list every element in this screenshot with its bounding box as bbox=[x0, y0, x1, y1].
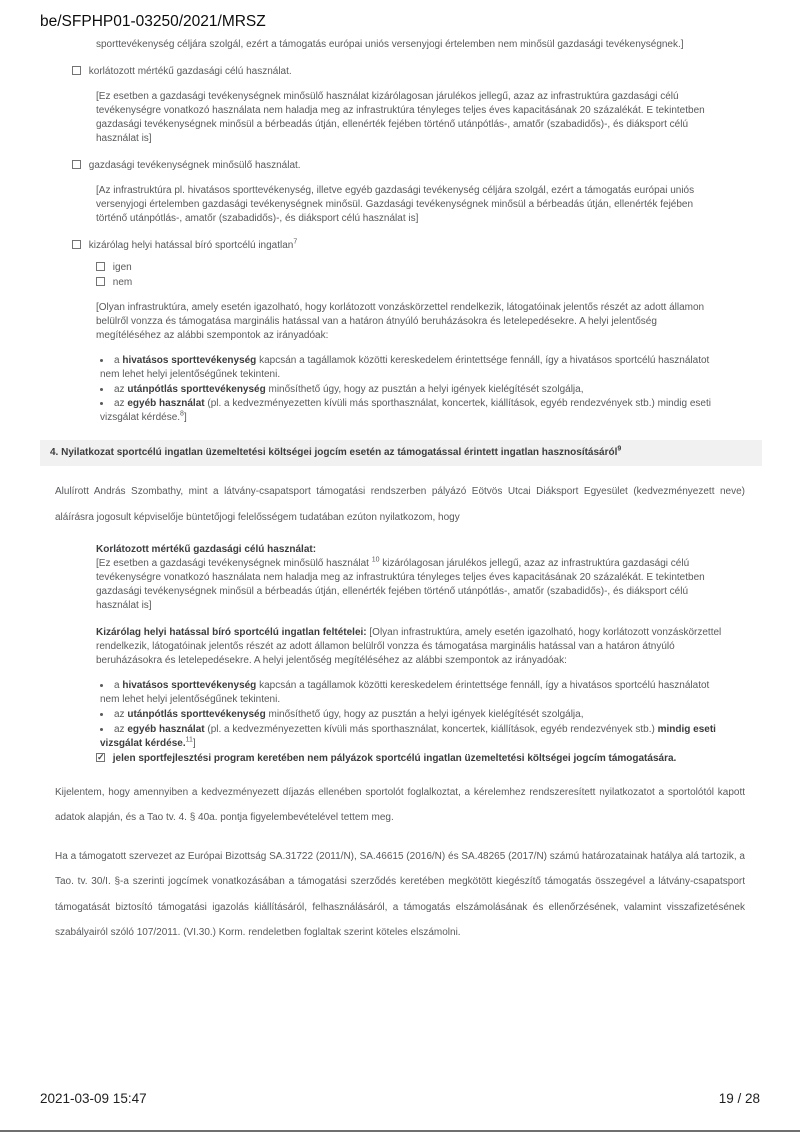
kijelentem-paragraph: Kijelentem, hogy amennyiben a kedvezményezett díjazás ellenében sportolót foglalkoztat, a kérelemhez rendszeresített nyilatkozatot a sportolótól kapott adatok alapján, és a Tao tv. 4. § 40a. pontja figyelembevételével tettem meg. bbox=[55, 786, 745, 824]
checkbox-row-limited-economic-use bbox=[72, 65, 724, 78]
footnote-ref-11: 11 bbox=[185, 736, 193, 744]
page-footer bbox=[40, 1091, 760, 1106]
list-item: • a hivatásos sporttevékenység kapcsán a tagállamok közötti kereskedelem érintettsége fennáll, így a hivatásos sportcélú használatot nem lehet helyi jelentőségűnek tekinteni. bbox=[100, 354, 730, 382]
list-item: • az utánpótlás sporttevékenység minősíthető úgy, hogy az pusztán a helyi igények kielégítését szolgálja, bbox=[100, 708, 730, 722]
local-impact-conditions-block bbox=[96, 626, 730, 668]
note-local-impact: [Olyan infrastruktúra, amely esetén igazolható, hogy korlátozott vonzáskörzettel rendelkezik, látogatóinak jelentős részét az adott államon belülről vonzza és támogatása marginális hatással van a határon átnyúló beruházásokra és letelepedésekre. A helyi jelentőség megítéléséhez az alábbi szempontok az irányadóak: bbox=[96, 302, 705, 341]
checkbox-row-economic-use bbox=[72, 159, 724, 172]
checkbox-row-no-operation-support bbox=[96, 752, 730, 767]
list-item: • a hivatásos sporttevékenység kapcsán a tagállamok közötti kereskedelem érintettsége fennáll, így a hivatásos sportcélú használatot nem lehet helyi jelentőségűnek tekinteni. bbox=[100, 679, 730, 707]
no-operation-support-checkbox[interactable] bbox=[96, 753, 105, 762]
list-item: • az egyéb használat (pl. a kedvezményezetten kívüli más sporthasználat, koncertek, kiállítások, egyéb rendezvények stb.) mindig eseti vizsgálat kérdése.$^8$] bbox=[100, 397, 730, 425]
footer-page-number: 19 / 28 bbox=[718, 1091, 760, 1106]
local-impact-options bbox=[96, 261, 800, 289]
intro-paragraph-tail: sporttevékenység céljára szolgál, ezért a támogatás európai uniós versenyjogi értelemben nem minősül gazdasági tevékenységnek.] bbox=[96, 39, 684, 50]
section-4-heading: 4. Nyilatkozat sportcélú ingatlan üzemeltetési költségei jogcím esetén az támogatással érintett ingatlan hasznosításáról$^9$ bbox=[40, 440, 762, 467]
declaration-paragraph: Alulírott András Szombathy, mint a látvány-csapatsport támogatási rendszerben pályázó Eötvös Utcai Diáksport Egyesület (kedvezményezett neve) aláírásra jogosult képviselője büntetőjogi felelősségem tudatában ezúton nyilatkozom, hogy bbox=[55, 486, 745, 523]
local-impact-block-text: [Olyan infrastruktúra, amely esetén igazolható, hogy korlátozott vonzáskörzettel rendelkezik, látogatóinak jelentős részét az adott államon belülről vonzza és támogatása marginális hatással van a határon átnyúló beruházásokra és letelepedésekre. A helyi jelentőség megítéléséhez az alábbi szempontok az irányadóak: bbox=[96, 627, 722, 667]
footnote-ref-10: 10 bbox=[371, 557, 380, 565]
footnote-ref-7: 7 bbox=[293, 238, 298, 246]
note-economic-use: [Az infrastruktúra pl. hivatásos sporttevékenység, illetve egyéb gazdasági tevékenység céljára szolgál, ezért a támogatás európai uniós versenyjogi értelemben gazdasági tevékenységnek minősül. Gazdasági tevékenységnek minősül a bérbeadás útján, ellenérték fejében történő utánpótlás-, amatőr (szabadidős)-, és diáksport célú használat is] bbox=[96, 185, 695, 224]
limited-use-block-title: Korlátozott mértékű gazdasági célú használat: bbox=[96, 544, 317, 556]
footnote-ref-9: 9 bbox=[617, 445, 622, 453]
no-label: nem bbox=[112, 277, 133, 288]
limited-use-declaration-block bbox=[96, 543, 730, 613]
checkbox-row-local-impact bbox=[72, 239, 724, 252]
list-item: • az utánpótlás sporttevékenység minősíthető úgy, hogy az pusztán a helyi igények kielégítését szolgálja, bbox=[100, 383, 730, 397]
yes-label: igen bbox=[112, 262, 132, 273]
limited-use-block-text: [Ez esetben a gazdasági tevékenységnek minősülő használat $^{10}$ kizárólagosan járulékos jellegű, azaz az infrastruktúra gazdasági célú tevékenységre vonatkozó használata nem haladja meg az infrastruktúra tényleges teljes éves kapacitásának 20 százalékát. E tekintetben gazdasági tevékenységnek minősül a bérbeadás útján, ellenérték fejében történő utánpótlás-, amatőr (szabadidős)-, és diáksport célú használat is] bbox=[96, 557, 705, 612]
document-id-title: be/SFPHP01-03250/2021/MRSZ bbox=[40, 13, 266, 30]
local-impact-checkbox[interactable] bbox=[72, 240, 81, 249]
limited-economic-use-label: korlátozott mértékű gazdasági célú használat. bbox=[88, 66, 292, 77]
economic-use-label: gazdasági tevékenységnek minősülő használat. bbox=[88, 160, 301, 171]
yes-checkbox[interactable] bbox=[96, 262, 105, 271]
note-limited-economic-use: [Ez esetben a gazdasági tevékenységnek minősülő használat kizárólagosan járulékos jellegű, azaz az infrastruktúra gazdasági célú tevékenységre vonatkozó használata nem haladja meg az infrastruktúra tényleges teljes éves kapacitásának 20 százalékát. E tekintetben gazdasági tevékenységnek minősül a bérbeadás útján, ellenérték fejében történő utánpótlás-, amatőr (szabadidős)-, és diáksport célú használat is] bbox=[96, 91, 705, 144]
no-checkbox[interactable] bbox=[96, 277, 105, 286]
elszamolas-paragraph: Ha a támogatott szervezet az Európai Bizottság SA.31722 (2011/N), SA.46615 (2016/N) és SA.48265 (2017/N) számú határozatainak hatálya alá tartozik, a Tao. tv. 30/I. §-a szerinti jogcímek vonatkozásában a támogatási szerződés keretében megkötött kiegészítő támogatás összegével a látvány-csapatsport támogatását biztosító támogatási igazolás kiállításáról, felhasználásáról, a támogatás elszámolásának és ellenőrzésének, valamint visszafizetésének szabályairól szóló 107/2011. (VI.30.) Korm. rendeletben foglaltak szerint köteles elszámolni. bbox=[55, 850, 745, 939]
economic-use-checkbox[interactable] bbox=[72, 160, 81, 169]
local-impact-label: kizárólag helyi hatással bíró sportcélú ingatlan bbox=[88, 240, 294, 251]
footer-timestamp: 2021-03-09 15:47 bbox=[40, 1091, 147, 1106]
footnote-ref-8: 8 bbox=[180, 410, 184, 418]
declaration-criteria-list bbox=[96, 679, 730, 750]
local-impact-criteria-list bbox=[96, 354, 730, 425]
limited-economic-use-checkbox[interactable] bbox=[72, 66, 81, 75]
local-impact-block-title: Kizárólag helyi hatással bíró sportcélú ingatlan feltételei: bbox=[96, 627, 367, 639]
checkbox-row-no bbox=[96, 276, 800, 289]
no-operation-support-label: jelen sportfejlesztési program keretében nem pályázok sportcélú ingatlan üzemeltetési költségei jogcím támogatására. bbox=[112, 753, 677, 765]
checkbox-row-yes bbox=[96, 261, 800, 274]
list-item: • az egyéb használat (pl. a kedvezményezetten kívüli más sporthasználat, koncertek, kiállítások, egyéb rendezvények stb.) mindig eseti vizsgálat kérdése.$^{11}$] bbox=[100, 723, 730, 751]
